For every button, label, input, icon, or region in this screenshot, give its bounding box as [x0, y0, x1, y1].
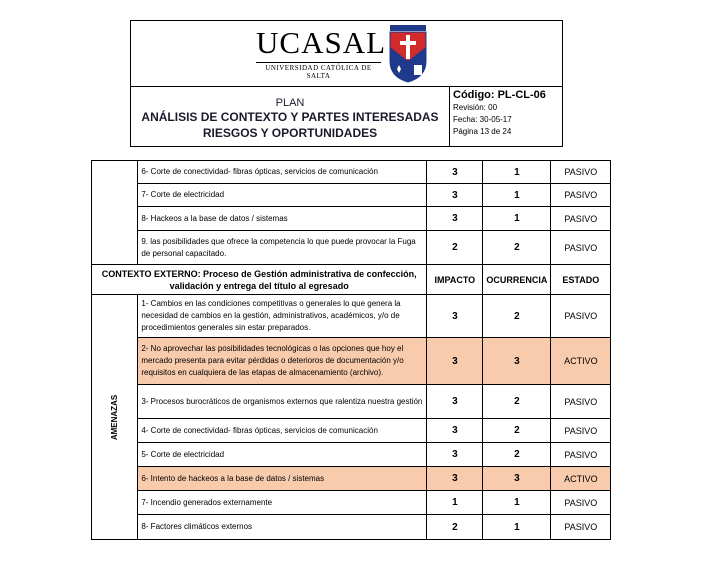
estado-value: ACTIVO — [551, 338, 611, 385]
table-row — [92, 443, 611, 467]
row-description: 8- Hackeos a la base de datos / sistemas — [138, 207, 427, 231]
ocurrencia-value: 1 — [483, 491, 551, 515]
university-crest-icon — [388, 25, 428, 83]
table-row — [92, 419, 611, 443]
section-header-row — [92, 265, 611, 295]
impacto-value: 3 — [427, 443, 483, 467]
impacto-value: 3 — [427, 184, 483, 207]
impacto-value: 2 — [427, 515, 483, 540]
impacto-value: 3 — [427, 385, 483, 419]
column-header-estado: ESTADO — [551, 265, 611, 295]
plan-title-cell — [131, 87, 450, 147]
estado-value: ACTIVO — [551, 467, 611, 491]
side-label-amenazas: AMENAZAS — [110, 394, 120, 440]
row-description: 5- Corte de electricidad — [138, 443, 427, 467]
estado-value: PASIVO — [551, 207, 611, 231]
row-description: 8- Factores climáticos externos — [138, 515, 427, 540]
column-header-ocurrencia: OCURRENCIA — [483, 265, 551, 295]
table-row — [92, 184, 611, 207]
row-description: 6- Corte de conectividad- fibras ópticas, servicios de comunicación — [138, 161, 427, 184]
row-description: 7- Incendio generados externamente — [138, 491, 427, 515]
impacto-value: 3 — [427, 207, 483, 231]
estado-value: PASIVO — [551, 515, 611, 540]
side-cell — [92, 161, 138, 265]
table-row — [92, 515, 611, 540]
table-row — [92, 491, 611, 515]
row-description: 4- Corte de conectividad- fibras ópticas, servicios de comunicación — [138, 419, 427, 443]
university-logo — [256, 25, 387, 80]
table-row — [92, 231, 611, 265]
table-row-highlighted — [92, 338, 611, 385]
estado-value: PASIVO — [551, 161, 611, 184]
row-description: 1- Cambios en las condiciones competitivas o generales lo que genera la necesidad de cambios en la gestión, administrativos, académicos, y/o de procedimientos generales sin estar preparados. — [138, 295, 427, 338]
ocurrencia-value: 1 — [483, 515, 551, 540]
impacto-value: 3 — [427, 295, 483, 338]
ocurrencia-value: 2 — [483, 385, 551, 419]
table-row — [92, 161, 611, 184]
side-label-cell — [92, 295, 138, 540]
impacto-value: 3 — [427, 467, 483, 491]
impacto-value: 2 — [427, 231, 483, 265]
column-header-impacto: IMPACTO — [427, 265, 483, 295]
ocurrencia-value: 3 — [483, 338, 551, 385]
ocurrencia-value: 2 — [483, 231, 551, 265]
impacto-value: 1 — [427, 491, 483, 515]
document-title-line1: ANÁLISIS DE CONTEXTO Y PARTES INTERESADAS — [141, 110, 439, 124]
ocurrencia-value: 1 — [483, 184, 551, 207]
plan-label: PLAN — [275, 97, 305, 109]
estado-value: PASIVO — [551, 295, 611, 338]
document-header — [130, 20, 563, 147]
risk-table — [91, 160, 611, 540]
ocurrencia-value: 2 — [483, 295, 551, 338]
document-code-cell — [453, 89, 563, 147]
row-description: 2- No aprovechar las posibilidades tecnológicas o las opciones que hoy el mercado presenta para evitar pérdidas o deterioros de documentación y/o requisitos en cualquiera de las etapas de almacenamiento (archivo). — [138, 338, 427, 385]
document-revision: Revisión: 00 — [453, 103, 498, 112]
impacto-value: 3 — [427, 161, 483, 184]
row-description: 3- Procesos burocráticos de organismos externos que ralentiza nuestra gestión — [138, 385, 427, 419]
table-row — [92, 207, 611, 231]
logo-subtitle: UNIVERSIDAD CATÓLICA DE SALTA — [256, 62, 381, 80]
ocurrencia-value: 2 — [483, 419, 551, 443]
ocurrencia-value: 2 — [483, 443, 551, 467]
ocurrencia-value: 3 — [483, 467, 551, 491]
table-row — [92, 295, 611, 338]
impacto-value: 3 — [427, 338, 483, 385]
row-description: 9. las posibilidades que ofrece la competencia lo que puede provocar la Fuga de personal capacitado. — [138, 231, 427, 265]
estado-value: PASIVO — [551, 419, 611, 443]
ocurrencia-value: 1 — [483, 207, 551, 231]
logo-row — [131, 21, 562, 87]
row-description: 7- Corte de electricidad — [138, 184, 427, 207]
table-row — [92, 385, 611, 419]
section-title: CONTEXTO EXTERNO: Proceso de Gestión administrativa de confección, validación y entrega del título al egresado — [92, 265, 427, 295]
estado-value: PASIVO — [551, 231, 611, 265]
estado-value: PASIVO — [551, 491, 611, 515]
document-title-line2: RIESGOS Y OPORTUNIDADES — [202, 126, 378, 140]
row-description: 6- Intento de hackeos a la base de datos / sistemas — [138, 467, 427, 491]
estado-value: PASIVO — [551, 385, 611, 419]
estado-value: PASIVO — [551, 184, 611, 207]
ocurrencia-value: 1 — [483, 161, 551, 184]
document-page: Página 13 de 24 — [453, 127, 512, 136]
document-code: Código: PL-CL-06 — [453, 89, 546, 101]
estado-value: PASIVO — [551, 443, 611, 467]
table-row-highlighted — [92, 467, 611, 491]
impacto-value: 3 — [427, 419, 483, 443]
document-date: Fecha: 30-05-17 — [453, 115, 512, 124]
logo-wordmark: UCASAL — [256, 25, 387, 60]
